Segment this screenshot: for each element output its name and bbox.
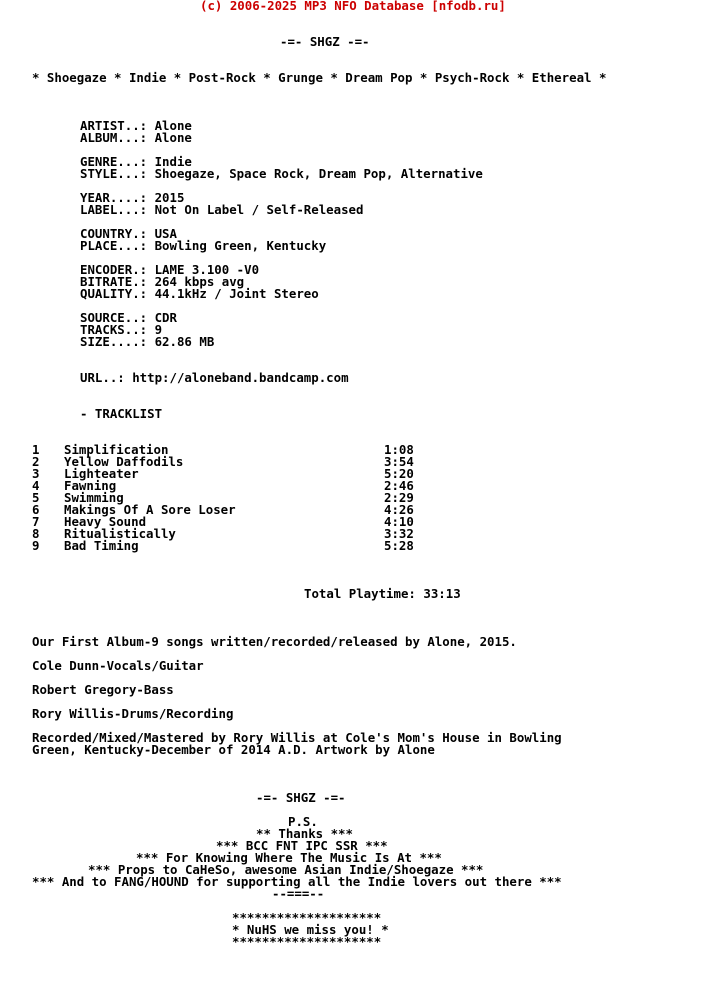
track-title: Fawning [64,478,117,493]
size-line: SIZE....: 62.86 MB [80,334,215,349]
member-bass: Robert Gregory-Bass [32,682,174,697]
album-intro: Our First Album-9 songs written/recorded/released by Alone, 2015. [32,634,517,649]
track-time: 5:28 [384,538,414,553]
track-title: Swimming [64,490,124,505]
track-number: 4 [32,478,40,493]
track-number: 7 [32,514,40,529]
track-time: 1:08 [384,442,414,457]
artist-line: ARTIST..: Alone [80,118,192,133]
track-time: 3:54 [384,454,414,469]
nuhs-box-bottom: ******************** [232,934,382,949]
url-line: URL..: http://aloneband.bandcamp.com [80,370,349,385]
album-line: ALBUM...: Alone [80,130,192,145]
thanks-line: ** Thanks *** [256,826,353,841]
track-title: Simplification [64,442,169,457]
tracklist-heading: - TRACKLIST [80,406,163,421]
year-line: YEAR....: 2015 [80,190,185,205]
track-number: 1 [32,442,40,457]
track-time: 2:46 [384,478,414,493]
track-title: Yellow Daffodils [64,454,184,469]
nuhs-box-top: ******************** [232,910,382,925]
tracks-line: TRACKS..: 9 [80,322,163,337]
member-drums: Rory Willis-Drums/Recording [32,706,234,721]
props-line: *** Props to CaHeSo, awesome Asian Indie/Shoegaze *** [88,862,484,877]
track-title: Heavy Sound [64,514,147,529]
track-time: 4:26 [384,502,414,517]
label-line: LABEL...: Not On Label / Self-Released [80,202,364,217]
track-number: 8 [32,526,40,541]
copyright-banner: (c) 2006-2025 MP3 NFO Database [nfodb.ru] [200,0,506,13]
track-time: 4:10 [384,514,414,529]
track-title: Bad Timing [64,538,139,553]
track-number: 6 [32,502,40,517]
track-title: Makings Of A Sore Loser [64,502,236,517]
genre-line: GENRE...: Indie [80,154,192,169]
country-line: COUNTRY.: USA [80,226,177,241]
footer-divider: --===-- [272,886,325,901]
ps-label: P.S. [288,814,318,829]
source-line: SOURCE..: CDR [80,310,177,325]
member-vocals-guitar: Cole Dunn-Vocals/Guitar [32,658,204,673]
track-number: 9 [32,538,40,553]
track-number: 5 [32,490,40,505]
recording-note-line2: Green, Kentucky-December of 2014 A.D. Artwork by Alone [32,742,435,757]
groups-line: *** BCC FNT IPC SSR *** [216,838,388,853]
release-group-title: -=- SHGZ -=- [280,34,370,49]
knowing-line: *** For Knowing Where The Music Is At *** [136,850,442,865]
fang-line: *** And to FANG/HOUND for supporting all the Indie lovers out there *** [32,874,562,889]
track-title: Lighteater [64,466,139,481]
genres-line: * Shoegaze * Indie * Post-Rock * Grunge * Dream Pop * Psych-Rock * Ethereal * [32,70,607,85]
track-number: 2 [32,454,40,469]
nuhs-box-message: * NuHS we miss you! * [232,922,389,937]
track-title: Ritualistically [64,526,176,541]
place-line: PLACE...: Bowling Green, Kentucky [80,238,327,253]
total-playtime: Total Playtime: 33:13 [304,586,461,601]
style-line: STYLE...: Shoegaze, Space Rock, Dream Pop, Alternative [80,166,483,181]
track-time: 5:20 [384,466,414,481]
quality-line: QUALITY.: 44.1kHz / Joint Stereo [80,286,319,301]
track-time: 3:32 [384,526,414,541]
recording-note-line1: Recorded/Mixed/Mastered by Rory Willis at Cole's Mom's House in Bowling [32,730,562,745]
track-number: 3 [32,466,40,481]
track-time: 2:29 [384,490,414,505]
bitrate-line: BITRATE.: 264 kbps avg [80,274,245,289]
encoder-line: ENCODER.: LAME 3.100 -V0 [80,262,260,277]
footer-group-title: -=- SHGZ -=- [256,790,346,805]
